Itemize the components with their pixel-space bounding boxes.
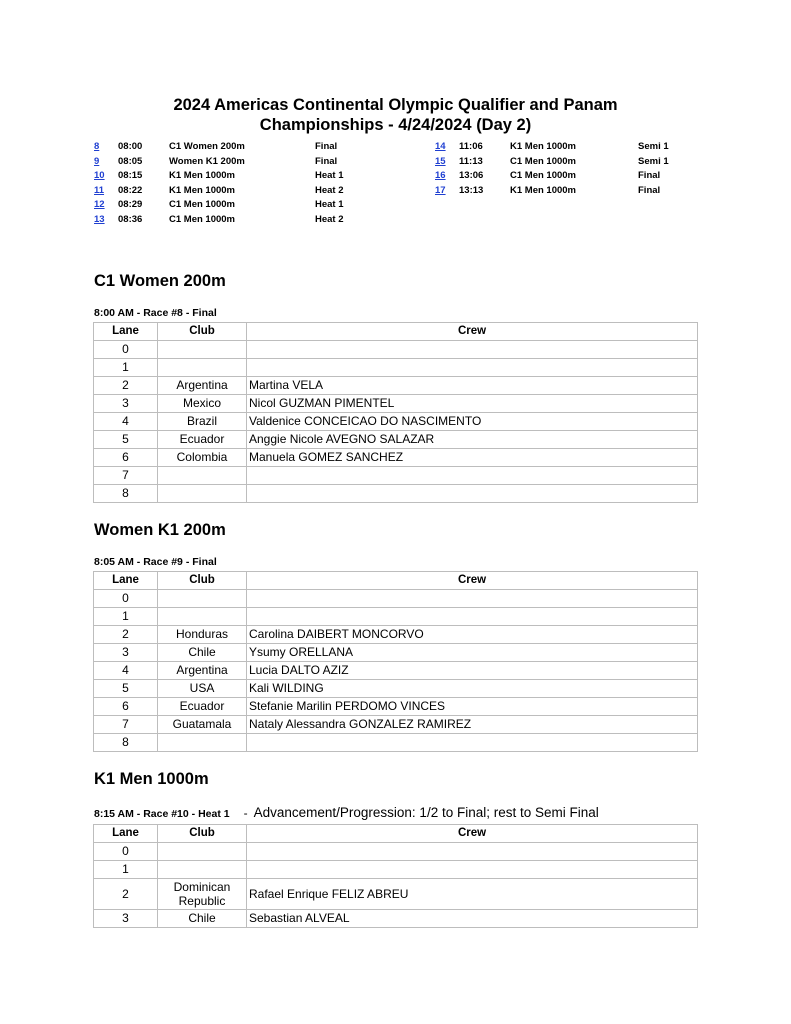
club-cell: Guatamala (158, 716, 247, 734)
lane-cell: 1 (94, 359, 158, 377)
club-cell: Chile (158, 644, 247, 662)
table-row (94, 910, 698, 928)
club-header: Club (158, 825, 247, 843)
schedule-row (94, 184, 394, 199)
crew-cell (247, 341, 698, 359)
lane-cell: 8 (94, 485, 158, 503)
schedule-time: 08:15 (118, 170, 143, 181)
results-table (93, 824, 698, 928)
race-link-16[interactable]: 16 (435, 170, 446, 181)
crew-cell: Ysumy ORELLANA (247, 644, 698, 662)
club-cell: Ecuador (158, 431, 247, 449)
lane-header: Lane (94, 572, 158, 590)
race-label-text: 8:15 AM - Race #10 - Heat 1 (94, 808, 230, 820)
table-header-row (94, 825, 698, 843)
race-link-10[interactable]: 10 (94, 170, 105, 181)
schedule-event: K1 Men 1000m (169, 184, 236, 196)
table-row (94, 662, 698, 680)
race-link-9[interactable]: 9 (94, 155, 100, 167)
schedule-phase: Final (315, 155, 338, 167)
lane-cell: 7 (94, 716, 158, 734)
lane-cell: 0 (94, 843, 158, 861)
lane-cell: 4 (94, 413, 158, 431)
club-cell: Brazil (158, 413, 247, 431)
club-cell: Chile (158, 910, 247, 928)
schedule-row (94, 213, 394, 228)
schedule-phase: Semi 1 (638, 141, 669, 152)
club-cell (158, 467, 247, 485)
table-row (94, 395, 698, 413)
table-row (94, 359, 698, 377)
section-heading: C1 Women 200m (94, 272, 226, 290)
crew-cell: Nicol GUZMAN PIMENTEL (247, 395, 698, 413)
lane-cell: 3 (94, 644, 158, 662)
race-link-17[interactable]: 17 (435, 184, 446, 196)
club-cell (158, 359, 247, 377)
results-table (93, 322, 698, 503)
table-row (94, 413, 698, 431)
crew-header: Crew (247, 323, 698, 341)
table-row (94, 590, 698, 608)
schedule-row (94, 198, 394, 213)
table-row (94, 680, 698, 698)
schedule-event: C1 Men 1000m (510, 155, 577, 167)
schedule-phase: Semi 1 (638, 155, 669, 167)
table-row (94, 716, 698, 734)
schedule-event: K1 Men 1000m (510, 184, 577, 196)
crew-cell: Nataly Alessandra GONZALEZ RAMIREZ (247, 716, 698, 734)
lane-cell: 7 (94, 467, 158, 485)
crew-cell: Rafael Enrique FELIZ ABREU (247, 879, 698, 910)
club-cell: Honduras (158, 626, 247, 644)
table-row (94, 467, 698, 485)
club-cell: USA (158, 680, 247, 698)
table-row (94, 879, 698, 910)
schedule-phase: Final (638, 184, 661, 196)
schedule-event: Women K1 200m (169, 155, 245, 167)
schedule-time: 13:06 (459, 170, 484, 181)
progression-note: Advancement/Progression: 1/2 to Final; rest to Semi Final (253, 805, 599, 820)
club-cell: Argentina (158, 662, 247, 680)
schedule-event: K1 Men 1000m (510, 141, 577, 152)
schedule-row (435, 155, 735, 170)
schedule-phase: Final (638, 170, 661, 181)
lane-header: Lane (94, 825, 158, 843)
schedule-row (94, 155, 394, 170)
schedule-event: C1 Men 1000m (510, 170, 577, 181)
lane-cell: 1 (94, 608, 158, 626)
table-row (94, 644, 698, 662)
table-row (94, 341, 698, 359)
table-row (94, 861, 698, 879)
lane-cell: 3 (94, 910, 158, 928)
lane-cell: 2 (94, 626, 158, 644)
lane-cell: 0 (94, 341, 158, 359)
lane-header: Lane (94, 323, 158, 341)
lane-cell: 3 (94, 395, 158, 413)
club-cell: Ecuador (158, 698, 247, 716)
section-heading: K1 Men 1000m (94, 770, 209, 788)
crew-cell: Lucia DALTO AZIZ (247, 662, 698, 680)
table-row (94, 698, 698, 716)
schedule-phase: Heat 2 (315, 184, 344, 196)
crew-cell: Martina VELA (247, 377, 698, 395)
table-row (94, 843, 698, 861)
race-label: 8:00 AM - Race #8 - Final (94, 307, 217, 319)
crew-cell (247, 843, 698, 861)
schedule-time: 08:29 (118, 199, 143, 210)
crew-cell: Stefanie Marilin PERDOMO VINCES (247, 698, 698, 716)
race-link-14[interactable]: 14 (435, 141, 446, 152)
crew-cell: Kali WILDING (247, 680, 698, 698)
schedule-right-column (435, 140, 735, 198)
club-cell: Colombia (158, 449, 247, 467)
club-cell (158, 608, 247, 626)
race-label (94, 805, 599, 820)
title-line-2: Championships - 4/24/2024 (Day 2) (259, 116, 532, 134)
lane-cell: 1 (94, 861, 158, 879)
crew-cell: Sebastian ALVEAL (247, 910, 698, 928)
crew-cell: Anggie Nicole AVEGNO SALAZAR (247, 431, 698, 449)
club-cell (158, 590, 247, 608)
crew-header: Crew (247, 825, 698, 843)
schedule-row (435, 140, 735, 155)
schedule-time: 11:06 (459, 141, 483, 152)
lane-cell: 6 (94, 449, 158, 467)
crew-cell (247, 861, 698, 879)
schedule-phase: Final (315, 141, 338, 152)
crew-cell (247, 734, 698, 752)
club-cell: Argentina (158, 377, 247, 395)
schedule-time: 13:13 (459, 184, 484, 196)
crew-header: Crew (247, 572, 698, 590)
crew-cell (247, 590, 698, 608)
club-header: Club (158, 323, 247, 341)
schedule-time: 08:36 (118, 213, 143, 225)
table-row (94, 377, 698, 395)
table-row (94, 431, 698, 449)
schedule-phase: Heat 1 (315, 199, 344, 210)
race-label: 8:05 AM - Race #9 - Final (94, 556, 217, 568)
schedule-row (94, 140, 394, 155)
race-link-8[interactable]: 8 (94, 141, 100, 152)
race-link-13[interactable]: 13 (94, 213, 105, 225)
table-row (94, 734, 698, 752)
club-cell (158, 734, 247, 752)
crew-cell (247, 485, 698, 503)
results-table (93, 571, 698, 752)
table-row (94, 449, 698, 467)
club-cell: Mexico (158, 395, 247, 413)
page-title (0, 95, 791, 135)
schedule-event: C1 Men 1000m (169, 213, 236, 225)
lane-cell: 5 (94, 431, 158, 449)
race-link-15[interactable]: 15 (435, 155, 446, 167)
lane-cell: 0 (94, 590, 158, 608)
crew-cell: Valdenice CONCEICAO DO NASCIMENTO (247, 413, 698, 431)
table-header-row (94, 323, 698, 341)
schedule-time: 08:00 (118, 141, 143, 152)
schedule-left-column (94, 140, 394, 227)
schedule-row (435, 184, 735, 199)
club-cell (158, 341, 247, 359)
schedule-phase: Heat 2 (315, 213, 344, 225)
schedule-row (435, 169, 735, 184)
race-link-12[interactable]: 12 (94, 199, 105, 210)
table-row (94, 485, 698, 503)
lane-cell: 4 (94, 662, 158, 680)
club-header: Club (158, 572, 247, 590)
race-label-dash: - (243, 806, 248, 820)
title-line-1: 2024 Americas Continental Olympic Qualifier and Panam (173, 96, 618, 114)
schedule-event: C1 Men 1000m (169, 199, 236, 210)
table-row (94, 608, 698, 626)
club-cell (158, 879, 247, 910)
schedule-event: C1 Women 200m (169, 141, 245, 152)
lane-cell: 5 (94, 680, 158, 698)
club-cell (158, 843, 247, 861)
table-row (94, 626, 698, 644)
crew-cell (247, 359, 698, 377)
schedule-time: 08:05 (118, 155, 143, 167)
race-link-11[interactable]: 11 (94, 184, 105, 196)
club-line-1: Dominican (173, 880, 231, 894)
table-header-row (94, 572, 698, 590)
schedule-time: 08:22 (118, 184, 143, 196)
crew-cell (247, 608, 698, 626)
crew-cell: Carolina DAIBERT MONCORVO (247, 626, 698, 644)
club-cell (158, 861, 247, 879)
lane-cell: 8 (94, 734, 158, 752)
club-cell (158, 485, 247, 503)
club-line-2: Republic (178, 894, 226, 908)
schedule-event: K1 Men 1000m (169, 170, 236, 181)
crew-cell: Manuela GOMEZ SANCHEZ (247, 449, 698, 467)
lane-cell: 2 (94, 879, 158, 910)
crew-cell (247, 467, 698, 485)
schedule-phase: Heat 1 (315, 170, 344, 181)
lane-cell: 2 (94, 377, 158, 395)
lane-cell: 6 (94, 698, 158, 716)
section-heading: Women K1 200m (94, 521, 226, 539)
schedule-row (94, 169, 394, 184)
schedule-time: 11:13 (459, 155, 483, 167)
